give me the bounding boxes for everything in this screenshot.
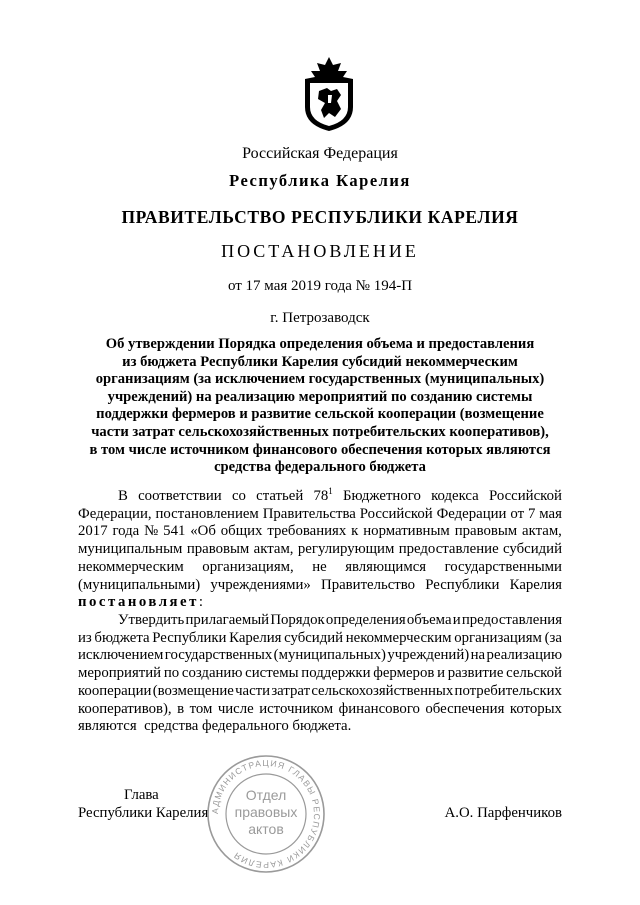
title-line: организациям (за исключением государственных (муниципальных) xyxy=(95,371,545,388)
body-word: некоммерческим xyxy=(78,558,184,575)
body-word: организациям, xyxy=(202,558,294,575)
karelia-coat-of-arms-icon xyxy=(297,55,361,133)
body-word: (муниципальных) xyxy=(273,647,386,664)
body-word: государственными xyxy=(444,558,562,575)
body-word: 541 xyxy=(163,523,186,540)
body-word: Порядок xyxy=(270,612,325,628)
body-word: мая xyxy=(539,505,562,522)
body-word: том xyxy=(189,700,213,717)
resolves-colon: : xyxy=(198,594,203,611)
body-word: которых xyxy=(509,700,562,717)
body-word: муниципальным xyxy=(78,541,183,558)
stamp-ring-text: АДМИНИСТРАЦИЯ ГЛАВЫ РЕСПУБЛИКИ КАРЕЛИЯ xyxy=(209,757,323,871)
body-word: 7 xyxy=(527,505,536,522)
body-word: (возмещение xyxy=(152,682,234,699)
body-word: Утвердить xyxy=(118,612,185,628)
title-line: Об утверждении Порядка определения объема и предоставления xyxy=(105,336,535,352)
body-word: числе xyxy=(217,700,254,717)
body-word: кодекса xyxy=(431,488,479,504)
body-word: финансового xyxy=(338,700,420,717)
body-word: потребительских xyxy=(454,682,562,699)
country-name: Российская Федерация xyxy=(242,145,398,162)
body-word: созданию xyxy=(181,665,243,682)
body-word: (за xyxy=(544,629,562,646)
body-word: регулирующим xyxy=(297,541,395,558)
body-word: на xyxy=(470,647,486,664)
article-reference: $78^1$ xyxy=(313,486,333,504)
body-line xyxy=(78,541,562,559)
body-word: определения xyxy=(325,612,406,628)
body-word: Республики xyxy=(152,629,227,646)
body-word: прилагаемый xyxy=(185,612,270,628)
body-word: из xyxy=(78,629,92,646)
title-line: из бюджета Республики Карелия субсидий некоммерческим xyxy=(122,353,518,370)
stamp-line: Отдел xyxy=(245,787,287,803)
body-word: части xyxy=(235,682,271,699)
body-word: общих xyxy=(220,523,263,540)
body-word: некоммерческим xyxy=(345,629,452,646)
body-word: актам, xyxy=(522,523,562,540)
body-word: предоставления xyxy=(461,612,562,628)
body-word: Республики xyxy=(425,576,500,593)
title-line: части затрат сельскохозяйственных потребительских кооперативов), xyxy=(91,423,549,440)
body-word: статьей xyxy=(256,488,304,504)
paragraph-resolution xyxy=(78,612,562,736)
body-word: Российской xyxy=(488,488,562,504)
paragraph-preamble xyxy=(78,488,562,612)
body-line xyxy=(78,647,562,665)
signatory-position xyxy=(78,787,208,822)
body-word: к xyxy=(351,523,359,540)
body-word: Бюджетного xyxy=(343,488,421,504)
resolves-word: постановляет xyxy=(78,594,199,611)
document-date-number: от 17 мая 2019 года № 194-П xyxy=(227,278,413,294)
republic-name: Республика Карелия xyxy=(229,171,411,190)
body-word: года xyxy=(112,523,140,540)
body-line xyxy=(78,559,562,577)
stamp-line: правовых xyxy=(234,804,298,820)
body-word: Карелия xyxy=(509,576,562,593)
body-word: нормативным xyxy=(363,523,450,540)
body-word: правовым xyxy=(186,541,250,558)
body-word: государственных xyxy=(164,647,273,664)
body-line xyxy=(78,488,562,506)
signatory-position-line: Глава xyxy=(124,787,159,803)
body-word: поддержки xyxy=(301,665,371,682)
body-word: системы xyxy=(245,665,299,682)
body-word: субсидий xyxy=(284,629,344,646)
body-word: обеспечения xyxy=(425,700,505,717)
body-word: затрат xyxy=(271,682,311,699)
body-word: от xyxy=(510,505,525,522)
signatory-name: А.О. Парфенчиков xyxy=(444,805,562,821)
body-line xyxy=(78,683,562,701)
document-city: г. Петрозаводск xyxy=(270,310,370,326)
body-word: объема xyxy=(406,612,452,628)
body-word: реализацию xyxy=(486,647,562,664)
body-word: в xyxy=(177,700,185,717)
body-word: Правительства xyxy=(262,505,356,522)
document-type: ПОСТАНОВЛЕНИЕ xyxy=(221,241,419,261)
body-word: учреждениями» xyxy=(210,576,311,593)
body-line xyxy=(78,630,562,648)
legal-department-stamp xyxy=(204,752,328,876)
body-word: субсидий xyxy=(503,541,562,558)
body-word: Правительство xyxy=(321,576,416,593)
body-word: «Об xyxy=(190,523,216,540)
body-word: соответствии xyxy=(138,488,222,504)
body-word: сельской xyxy=(506,665,562,682)
body-word: мероприятий xyxy=(78,665,162,682)
body-word: являющимся xyxy=(345,558,427,575)
body-line xyxy=(78,506,562,524)
body-word: 2017 xyxy=(78,523,108,540)
body-word: развитие xyxy=(447,665,504,682)
body-word: учреждений) xyxy=(387,647,470,664)
title-line: в том числе источником финансового обеспечения которых являются xyxy=(89,441,551,458)
body-word: Федерации, xyxy=(78,505,152,522)
body-word: актам, xyxy=(253,541,294,558)
body-word: организациям xyxy=(454,629,542,646)
body-word: Карелия xyxy=(229,629,282,646)
body-word: кооперативов), xyxy=(78,700,172,717)
body-word: со xyxy=(231,488,246,504)
body-word: В xyxy=(118,488,128,504)
body-line xyxy=(78,665,562,683)
body-word: и xyxy=(452,612,461,628)
body-word: и xyxy=(437,665,445,682)
title-line: учреждений) на реализацию мероприятий по созданию системы xyxy=(107,388,533,405)
title-line: поддержки фермеров и развитие сельской кооперации (возмещение xyxy=(96,406,544,423)
body-word: кооперации xyxy=(78,682,152,699)
body-line xyxy=(78,594,562,612)
body-word: постановлением xyxy=(155,505,259,522)
article-superscript: 1 xyxy=(328,486,333,496)
body-line xyxy=(78,701,562,719)
body-word: не xyxy=(312,558,327,575)
body-word: сельскохозяйственных xyxy=(311,682,454,699)
body-line-last: являются средства федерального бюджета. xyxy=(78,718,352,735)
document-title xyxy=(80,336,560,477)
body-word: Федерации xyxy=(436,505,507,522)
government-name: ПРАВИТЕЛЬСТВО РЕСПУБЛИКИ КАРЕЛИЯ xyxy=(121,207,519,227)
body-word: № xyxy=(144,523,159,540)
stamp-line: актов xyxy=(248,821,284,837)
body-line xyxy=(78,577,562,595)
body-word: правовым xyxy=(454,523,518,540)
body-word: источником xyxy=(259,700,334,717)
body-word: фермеров xyxy=(373,665,435,682)
signatory-position-line: Республики Карелия xyxy=(78,804,209,821)
body-word: требованиях xyxy=(267,523,347,540)
body-word: по xyxy=(163,665,180,682)
body-line xyxy=(78,523,562,541)
body-word: бюджета xyxy=(94,629,150,646)
body-line xyxy=(78,612,562,630)
body-word: Российской xyxy=(359,505,433,522)
body-word: исключением xyxy=(78,647,164,664)
body-word: (муниципальными) xyxy=(78,576,201,593)
body-word: предоставление xyxy=(398,541,499,558)
title-line: средства федерального бюджета xyxy=(214,459,426,476)
